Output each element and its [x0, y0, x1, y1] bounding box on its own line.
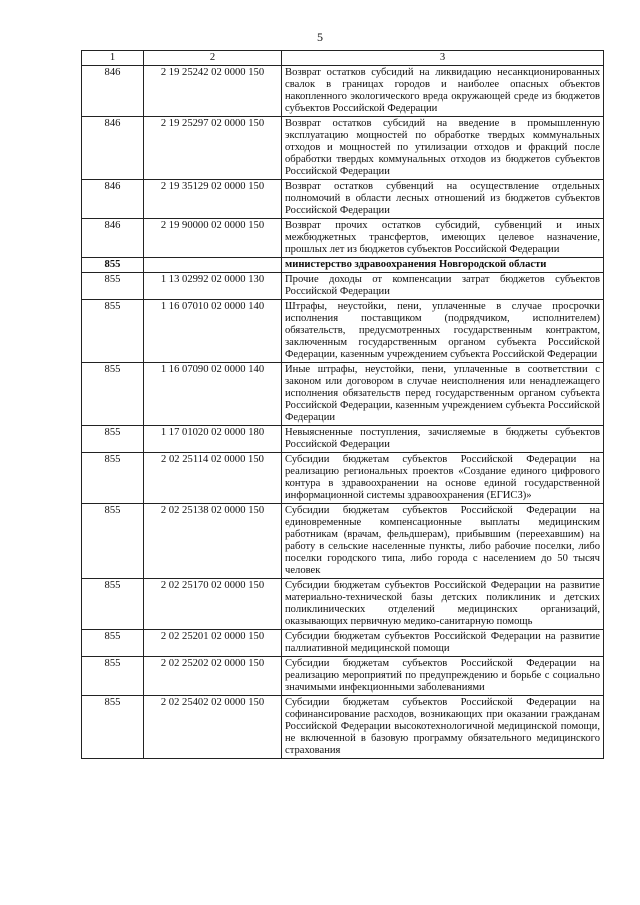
budget-code-cell: 2 02 25202 02 0000 150	[144, 657, 282, 696]
revenue-name-cell: Субсидии бюджетам субъектов Российской Федерации на развитие материально-технической базы детских поликлиник и детских поликлинических отделений медицинских организаций, оказывающих первичную медико-санитарную помощь	[282, 579, 604, 630]
budget-code-cell: 1 17 01020 02 0000 180	[144, 426, 282, 453]
revenue-name-cell: Штрафы, неустойки, пени, уплаченные в случае просрочки исполнения поставщиком (подрядчиком, исполнителем) обязательств, предусмотренных государственным контрактом, заключенным государственным органом субъекта Российской Федерации, казенным учреждением субъекта Российской Федерации	[282, 300, 604, 363]
revenue-name-cell: Субсидии бюджетам субъектов Российской Федерации на реализацию региональных проектов «Создание единого цифрового контура в здравоохранении на основе единой государственной информационной системы здравоохранения (ЕГИСЗ)»	[282, 453, 604, 504]
revenue-name-cell: министерство здравоохранения Новгородской области	[282, 258, 604, 273]
column-header-2: 2	[144, 51, 282, 66]
table-row	[82, 630, 604, 657]
page-number: 5	[317, 30, 323, 44]
revenue-name-cell: Невыясненные поступления, зачисляемые в бюджеты субъектов Российской Федерации	[282, 426, 604, 453]
budget-code-cell: 1 13 02992 02 0000 130	[144, 273, 282, 300]
admin-code-cell: 846	[82, 117, 144, 180]
admin-code-cell: 855	[82, 453, 144, 504]
budget-code-cell	[144, 258, 282, 273]
admin-code-cell: 855	[82, 630, 144, 657]
table-row	[82, 66, 604, 117]
budget-code-cell: 2 19 25242 02 0000 150	[144, 66, 282, 117]
admin-code-cell: 855	[82, 657, 144, 696]
revenue-name-cell: Возврат остатков субвенций на осуществление отдельных полномочий в области лесных отношений из бюджетов субъектов Российской Федерации	[282, 180, 604, 219]
revenue-name-cell: Прочие доходы от компенсации затрат бюджетов субъектов Российской Федерации	[282, 273, 604, 300]
admin-code-cell: 855	[82, 426, 144, 453]
table-row	[82, 579, 604, 630]
budget-code-cell: 2 02 25201 02 0000 150	[144, 630, 282, 657]
revenue-codes-table	[81, 50, 604, 759]
admin-code-cell: 855	[82, 300, 144, 363]
budget-code-cell: 2 02 25170 02 0000 150	[144, 579, 282, 630]
revenue-name-cell: Субсидии бюджетам субъектов Российской Федерации на реализацию мероприятий по предупреждению и борьбе с социально значимыми инфекционными заболеваниями	[282, 657, 604, 696]
revenue-name-cell: Возврат остатков субсидий на ликвидацию несанкционированных свалок в границах городов и наиболее опасных объектов накопленного экологического вреда окружающей среде из бюджетов субъектов Российской Федерации	[282, 66, 604, 117]
table-row	[82, 426, 604, 453]
budget-code-cell: 1 16 07090 02 0000 140	[144, 363, 282, 426]
table-row	[82, 180, 604, 219]
admin-code-cell: 855	[82, 696, 144, 759]
revenue-name-cell: Возврат остатков субсидий на введение в промышленную эксплуатацию мощностей по обработке твердых коммунальных отходов и мощностей по утилизации отходов и фракций после обработки твердых коммунальных отходов из бюджетов субъектов Российской Федерации	[282, 117, 604, 180]
budget-code-cell: 2 02 25402 02 0000 150	[144, 696, 282, 759]
revenue-name-cell: Субсидии бюджетам субъектов Российской Федерации на единовременные компенсационные выплаты медицинским работникам (врачам, фельдшерам), прибывшим (переехавшим) на работу в сельские населенные пункты, либо рабочие поселки, либо поселки городского типа, либо города с населением до 50 тысяч человек	[282, 504, 604, 579]
admin-code-cell: 846	[82, 219, 144, 258]
revenue-name-cell: Возврат прочих остатков субсидий, субвенций и иных межбюджетных трансфертов, имеющих целевое назначение, прошлых лет из бюджетов субъектов Российской Федерации	[282, 219, 604, 258]
column-header-1: 1	[82, 51, 144, 66]
table-row	[82, 117, 604, 180]
table-row	[82, 300, 604, 363]
table-row	[82, 453, 604, 504]
admin-code-cell: 855	[82, 504, 144, 579]
admin-code-cell: 855	[82, 579, 144, 630]
budget-code-cell: 2 02 25138 02 0000 150	[144, 504, 282, 579]
admin-code-cell: 855	[82, 363, 144, 426]
admin-code-cell: 846	[82, 66, 144, 117]
column-header-3: 3	[282, 51, 604, 66]
table-body	[82, 51, 604, 759]
table-row	[82, 504, 604, 579]
revenue-name-cell: Иные штрафы, неустойки, пени, уплаченные в соответствии с законом или договором в случае неисполнения или ненадлежащего исполнения обязательств перед государственным органом субъекта Российской Федерации, казенным учреждением субъекта Российской Федерации	[282, 363, 604, 426]
budget-code-cell: 2 19 25297 02 0000 150	[144, 117, 282, 180]
admin-code-cell: 855	[82, 258, 144, 273]
admin-code-cell: 846	[82, 180, 144, 219]
budget-code-cell: 2 19 35129 02 0000 150	[144, 180, 282, 219]
revenue-name-cell: Субсидии бюджетам субъектов Российской Федерации на софинансирование расходов, возникающих при оказании гражданам Российской Федерации высокотехнологичной медицинской помощи, не включенной в базовую программу обязательного медицинского страхования	[282, 696, 604, 759]
table-row	[82, 696, 604, 759]
table-header-row	[82, 51, 604, 66]
table-row	[82, 273, 604, 300]
revenue-name-cell: Субсидии бюджетам субъектов Российской Федерации на развитие паллиативной медицинской помощи	[282, 630, 604, 657]
budget-code-cell: 1 16 07010 02 0000 140	[144, 300, 282, 363]
table-row	[82, 657, 604, 696]
table-row	[82, 363, 604, 426]
table-row	[82, 219, 604, 258]
budget-code-cell: 2 02 25114 02 0000 150	[144, 453, 282, 504]
admin-code-cell: 855	[82, 273, 144, 300]
table-row	[82, 258, 604, 273]
budget-code-cell: 2 19 90000 02 0000 150	[144, 219, 282, 258]
